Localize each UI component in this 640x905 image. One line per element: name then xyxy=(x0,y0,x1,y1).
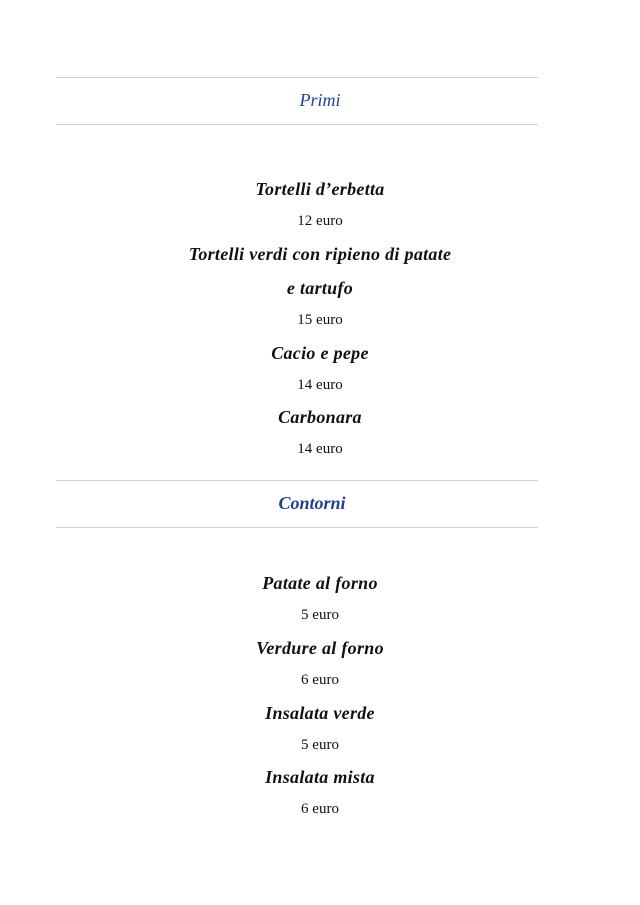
dish-price: 6 euro xyxy=(301,672,339,688)
dish-name: Patate al forno xyxy=(262,573,378,593)
dish-name: Insalata mista xyxy=(265,767,375,787)
dish-price: 6 euro xyxy=(301,801,339,817)
dish-name: Tortelli verdi con ripieno di patate xyxy=(188,244,452,264)
dish-price: 5 euro xyxy=(301,737,339,753)
section-title-contorni: Contorni xyxy=(278,493,346,513)
dish-name-continued: e tartufo xyxy=(286,278,354,298)
dish-name: Cacio e pepe xyxy=(271,343,369,363)
dish-price: 5 euro xyxy=(301,607,339,623)
dish-price: 14 euro xyxy=(297,441,343,457)
dish-price: 14 euro xyxy=(297,377,343,393)
section-divider xyxy=(56,124,538,125)
dish-name: Tortelli d’erbetta xyxy=(255,179,385,199)
dish-price: 15 euro xyxy=(297,312,343,328)
section-divider xyxy=(56,480,538,481)
section-divider xyxy=(56,77,538,78)
dish-name: Insalata verde xyxy=(265,703,375,723)
dish-name: Carbonara xyxy=(278,407,362,427)
section-divider xyxy=(56,527,538,528)
dish-price: 12 euro xyxy=(297,213,343,229)
dish-name: Verdure al forno xyxy=(256,638,384,658)
section-title-primi: Primi xyxy=(299,90,341,110)
